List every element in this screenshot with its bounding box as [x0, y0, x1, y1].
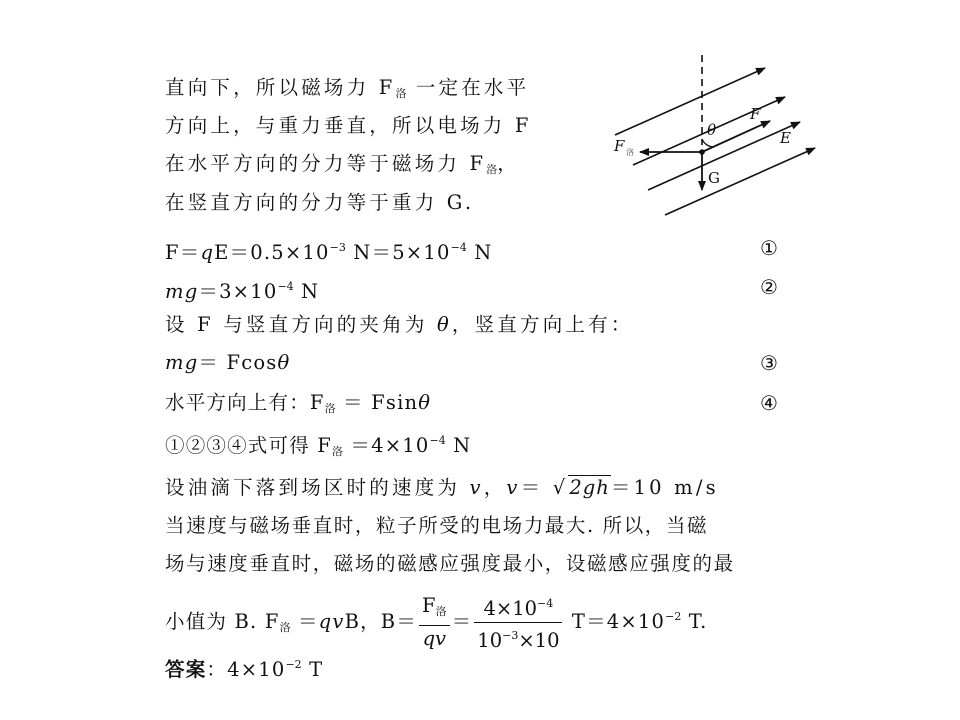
equation-marker-3: ③ [760, 351, 778, 375]
text-line-2: 方向上，与重力垂直，所以电场力 F [165, 114, 532, 137]
E-label: E [780, 129, 791, 147]
answer-label: 答案 [165, 658, 207, 681]
equation-marker-2: ② [760, 275, 778, 299]
field-line-4 [665, 148, 815, 215]
text-line-4: 在竖直方向的分力等于重力 G. [165, 191, 475, 214]
f-luo-sub-label: 洛 [626, 148, 634, 157]
setup-line: 设 F 与竖直方向的夹角为 θ，竖直方向上有： [165, 313, 634, 336]
text-line-5: 当速度与磁场垂直时，粒子所受的电场力最大. 所以，当磁 [165, 514, 709, 537]
f-luo-label: F [614, 137, 625, 155]
equation-marker-1: ① [760, 236, 778, 260]
text-line-1: 直向下，所以磁场力 $F_洛$ 一定在水平 [165, 76, 530, 100]
result-line: ①②③④式可得 $F_洛 =4\times 10^{-4}$ N [165, 434, 472, 458]
force-diagram [600, 55, 825, 220]
equation-marker-4: ④ [760, 391, 778, 415]
velocity-line: 设油滴下落到场区时的速度为 v，v＝ √2gh＝10 m/s [165, 476, 719, 499]
fraction-2: $\frac{4\times 10^{-4}}{10^{-3}\times 10}$ [474, 592, 562, 653]
fraction-1: $\frac{F_洛}{qv}$ [419, 594, 450, 651]
theta-label: θ [707, 121, 717, 139]
answer-line: 答案：$4\times 10^{-2}$ T [165, 658, 324, 681]
final-equation: 小值为 B. $F_洛 =qvB$，B＝ $\frac{F_洛}{qv}$ ＝ $\frac{4\times 10^{-4}}{10^{-3}\times 10}$ $T=4\times 10^{-2}$ T. [165, 594, 708, 652]
text-line-3: 在水平方向的分力等于磁场力 $F_洛$， [165, 152, 520, 176]
equation-2: $mg=3\times 10^{-4}$ N [165, 280, 320, 303]
equation-3: mg＝ Fcosθ [165, 351, 291, 374]
oil-drop-point [699, 149, 705, 155]
field-line-3 [648, 122, 800, 190]
F-label: F [750, 105, 761, 123]
theta-arc [702, 139, 714, 147]
G-label: G [708, 169, 720, 187]
field-line-1 [615, 68, 765, 135]
text-line-6: 场与速度垂直时，磁场的磁感应强度最小，设磁感应强度的最 [165, 552, 735, 575]
equation-1: $F=qE=0.5\times 10^{-3}$ $N=5\times 10^{-4}$ N [165, 241, 493, 264]
equation-4: 水平方向上有：$F_洛 = Fsin\theta$ [165, 391, 432, 415]
